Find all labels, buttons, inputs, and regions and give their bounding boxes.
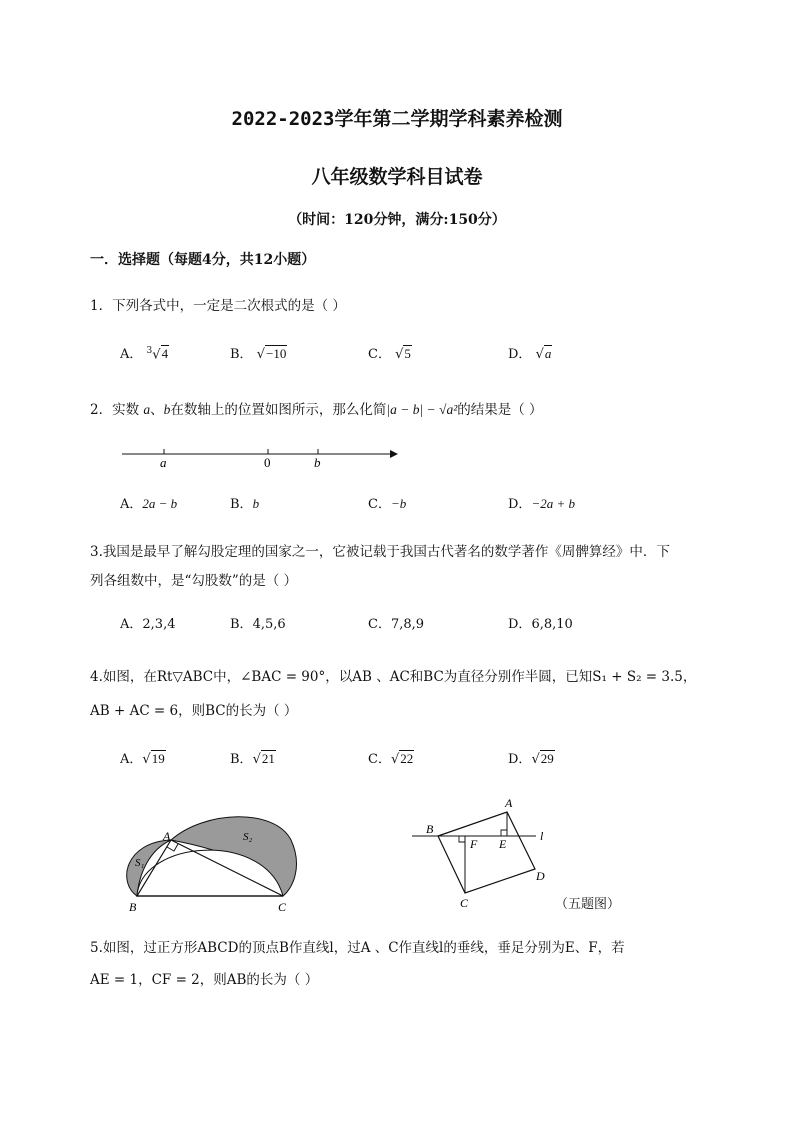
q1-option-a[interactable]: [120, 343, 169, 362]
figure-4-semicircles: [115, 790, 305, 915]
question-3-line-2: 列各组数中，是“勾股数”的是（ ）: [90, 573, 298, 589]
label-C: C: [278, 900, 287, 914]
q1-option-d[interactable]: [508, 343, 552, 362]
label-F: F: [470, 837, 478, 851]
label-C: C: [460, 896, 469, 910]
time-info: （时间：120分钟，满分:150分）: [288, 212, 506, 228]
number-line-arrow: [390, 450, 398, 458]
right-angle-mark: [167, 844, 178, 851]
q4-option-c[interactable]: C．√22: [368, 751, 414, 767]
label-b: b: [314, 455, 321, 470]
q1-option-b[interactable]: [230, 343, 287, 362]
q3-option-d[interactable]: D．6,8,10: [508, 617, 573, 632]
figure-5-square: [408, 790, 568, 915]
option-label: D．: [508, 347, 532, 362]
label-A: A: [505, 796, 513, 810]
question-4-line-2: AB + AC = 6，则BC的长为（ ）: [90, 703, 298, 719]
question-5-line-1: 5.如图，过正方形ABCD的顶点B作直线l，过A 、C作直线l的垂线，垂足分别为E、F，若: [90, 940, 625, 956]
q4-option-a[interactable]: A．√19: [120, 751, 165, 767]
q2-option-a[interactable]: A．2a − b: [120, 496, 178, 512]
q2-option-c[interactable]: C．−b: [368, 496, 407, 512]
q2-option-b[interactable]: B．b: [230, 496, 260, 512]
square-root: √−10: [256, 346, 287, 362]
label-B: B: [426, 822, 434, 836]
option-label: B．: [230, 347, 253, 362]
q4-option-d[interactable]: D．√29: [508, 751, 554, 767]
number-line: [118, 440, 403, 472]
q2-option-d[interactable]: D．−2a + b: [508, 496, 575, 512]
label-0: 0: [264, 455, 271, 470]
q1-option-c[interactable]: [368, 343, 412, 362]
square-root: √5: [395, 346, 411, 362]
question-5-line-2: AE = 1，CF = 2，则AB的长为（ ）: [90, 972, 319, 988]
label-E: E: [499, 837, 507, 851]
right-angle-mark-e: [501, 830, 507, 836]
question-1-stem: 1．下列各式中，一定是二次根式的是（ ）: [90, 298, 346, 314]
label-S2: S₂: [243, 831, 253, 843]
question-3-line-1: 3.我国是最早了解勾股定理的国家之一，它被记载于我国古代著名的数学著作《周髀算经》中．下: [90, 544, 670, 560]
square-abcd: [438, 812, 535, 893]
q2-expression: |a − b| − √a²: [386, 402, 458, 417]
label-a: a: [160, 455, 167, 470]
right-angle-mark-f: [459, 836, 465, 842]
label-l: l: [540, 829, 544, 843]
label-S1: S₁: [135, 857, 145, 869]
figure-5-caption: （五题图）: [555, 897, 621, 912]
cube-root: $^3$√4: [146, 345, 169, 362]
q4-option-b[interactable]: B．√21: [230, 751, 275, 767]
section-heading: 一．选择题（每题4分，共12小题）: [90, 252, 316, 268]
label-B: B: [129, 900, 137, 914]
exam-subtitle: 八年级数学科目试卷: [311, 166, 483, 188]
question-2-stem: 2．实数 a、b在数轴上的位置如图所示，那么化简|a − b| − √a²的结果是（ ）: [90, 402, 543, 418]
square-root: √a: [535, 346, 552, 362]
label-D: D: [536, 869, 545, 883]
q3-option-c[interactable]: C．7,8,9: [368, 617, 425, 632]
question-4-line-1: 4.如图，在Rt▽ABC中，∠BAC = 90°，以AB 、AC和BC为直径分别作半圆，已知S₁ + S₂ = 3.5，: [90, 669, 697, 685]
label-A: A: [163, 829, 171, 843]
exam-title: 2022-2023学年第二学期学科素养检测: [231, 108, 563, 130]
q3-option-b[interactable]: B．4,5,6: [230, 617, 286, 632]
q3-option-a[interactable]: A．2,3,4: [120, 617, 176, 632]
option-label: C．: [368, 347, 391, 362]
option-label: A．: [120, 347, 143, 362]
